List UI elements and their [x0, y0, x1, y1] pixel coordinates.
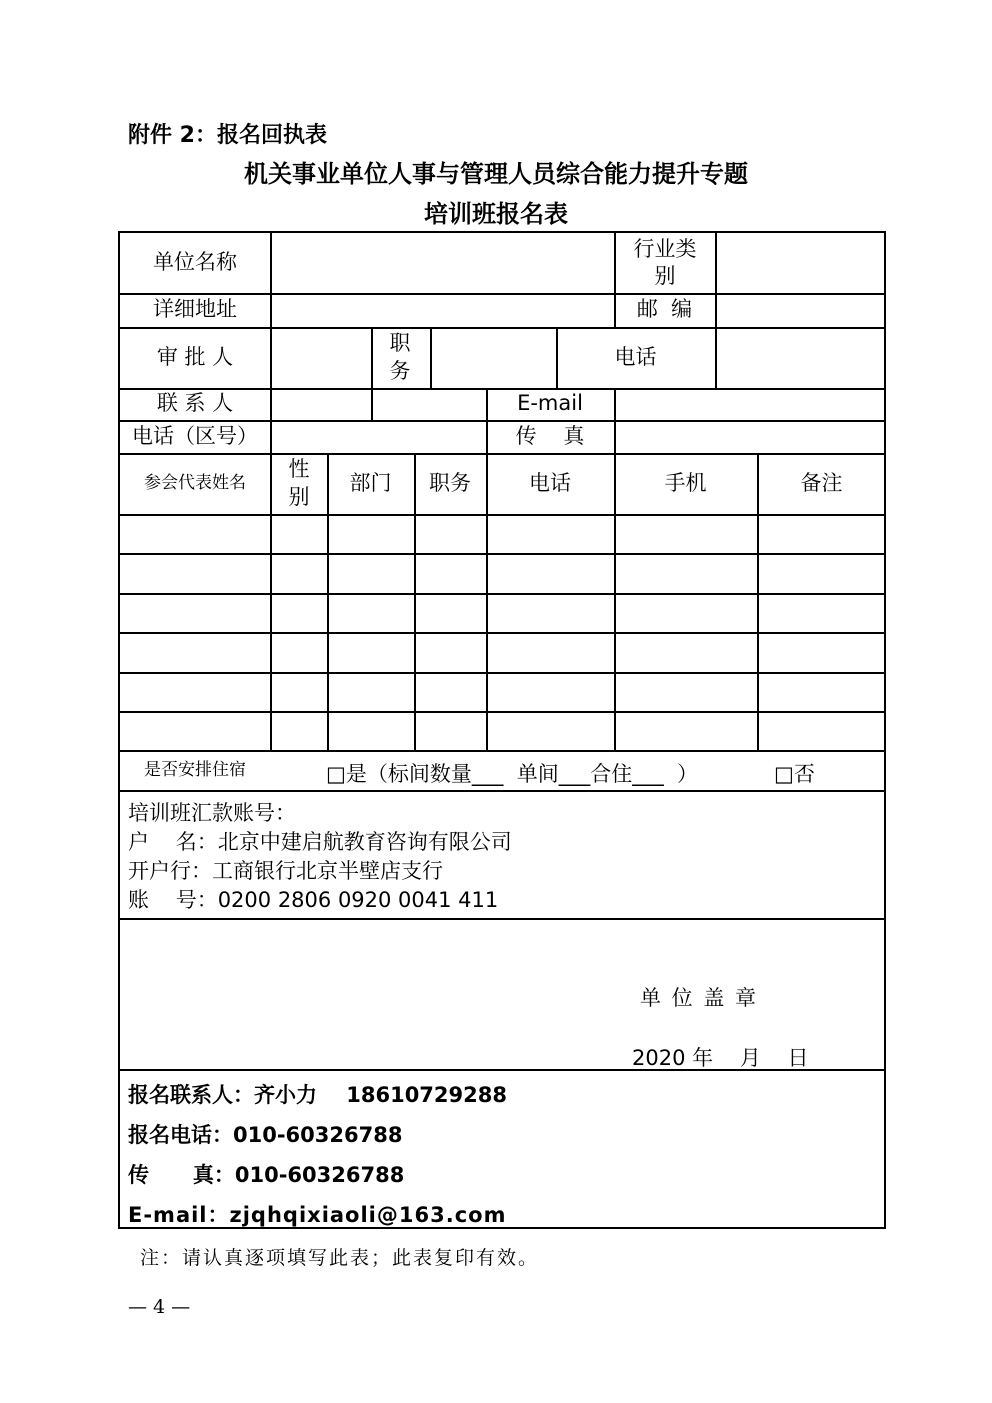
account-number: 账 号：0200 2806 0920 0041 411: [128, 888, 499, 912]
account-bank: 开户行：工商银行北京半壁店支行: [128, 859, 443, 883]
approver-position-label: 职务: [389, 331, 411, 383]
postcode-label: 邮 编: [636, 297, 693, 322]
form-title-line1: 机关事业单位人事与管理人员综合能力提升专题: [244, 160, 748, 188]
industry-label: 行业类别: [633, 236, 697, 288]
email-label: E-mail: [517, 391, 583, 416]
lodging-label: 是否安排住宿: [144, 759, 246, 780]
account-title: 培训班汇款账号：: [128, 801, 296, 825]
col-mobile: 手机: [664, 470, 707, 495]
approver-label: 审 批 人: [156, 344, 234, 369]
col-department: 部门: [349, 470, 392, 495]
row-divider: [120, 672, 886, 674]
row-divider: [120, 632, 886, 634]
account-name: 户 名：北京中建启航教育咨询有限公司: [128, 830, 512, 854]
col-divider: [715, 233, 717, 388]
stamp-date: 2020 年 月 日: [632, 1046, 809, 1070]
lodging-no-option[interactable]: □否: [774, 762, 815, 786]
col-position: 职务: [429, 470, 471, 495]
contact-phone: 报名电话：010-60326788: [128, 1123, 403, 1147]
col-divider: [430, 327, 432, 388]
contact-fax: 传 真：010-60326788: [128, 1163, 405, 1187]
row-divider: [120, 593, 886, 595]
col-participant-name: 参会代表姓名: [144, 473, 246, 494]
registration-form-table: [118, 231, 886, 1229]
row-divider: [120, 514, 886, 516]
lodging-yes-option[interactable]: □是（标间数量___ 单间___合住___ ）: [326, 762, 699, 786]
address-label: 详细地址: [153, 297, 237, 322]
approver-phone-label: 电话: [614, 344, 657, 369]
col-remarks: 备注: [800, 470, 843, 495]
col-phone: 电话: [529, 470, 571, 495]
row-divider: [120, 918, 886, 920]
row-divider: [120, 790, 886, 792]
footnote: 注：请认真逐项填写此表；此表复印有效。: [140, 1247, 540, 1269]
form-title-line2: 培训班报名表: [424, 200, 568, 228]
phone-area-label: 电话（区号）: [132, 423, 258, 448]
unit-name-label: 单位名称: [153, 250, 237, 275]
contact-email: E-mail：zjqhqixiaoli@163.com: [128, 1203, 507, 1227]
row-divider: [120, 711, 886, 713]
row-divider: [120, 553, 886, 555]
page-number: — 4 —: [128, 1296, 191, 1318]
attachment-label: 附件 2：报名回执表: [128, 123, 327, 148]
col-divider: [614, 388, 616, 453]
fax-label: 传 真: [515, 423, 585, 448]
col-gender: 性别: [288, 457, 310, 509]
col-divider: [371, 327, 373, 420]
contact-person: 报名联系人：齐小力 18610729288: [128, 1083, 507, 1107]
col-divider: [270, 233, 272, 750]
contact-label: 联 系 人: [156, 391, 234, 416]
unit-stamp-label: 单 位 盖 章: [640, 986, 759, 1010]
